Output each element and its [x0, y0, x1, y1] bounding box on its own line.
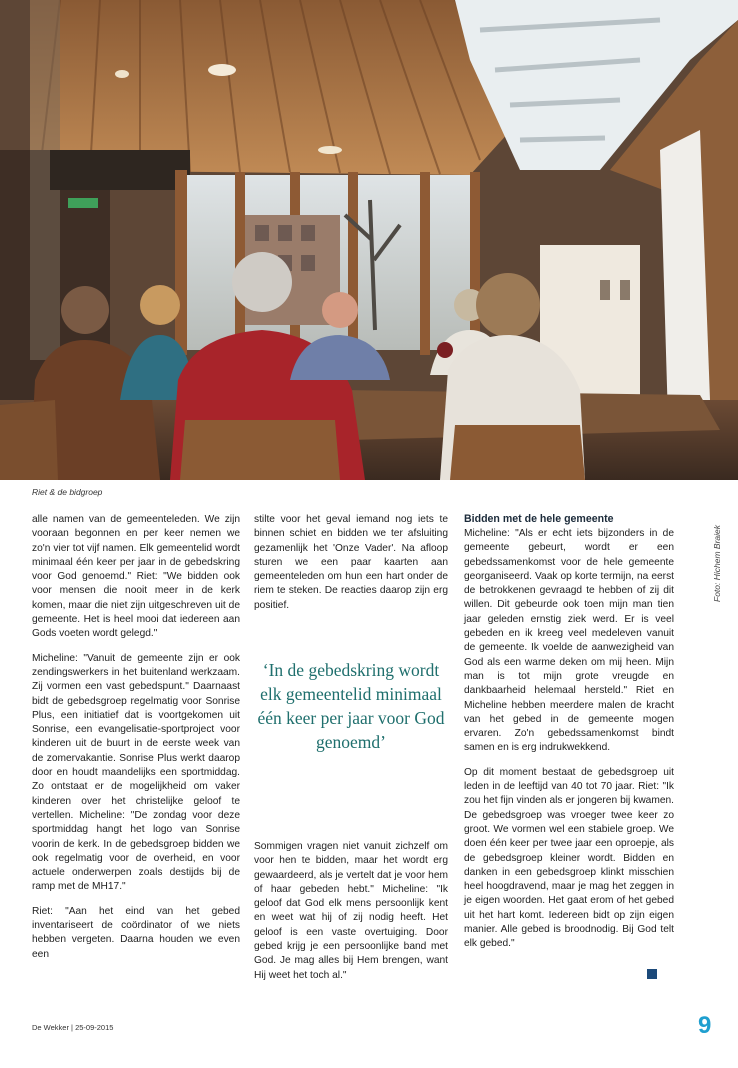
article-column-3 [464, 513, 674, 962]
article-column-1 [32, 513, 240, 972]
page-number: 9 [698, 1012, 712, 1039]
photo-credit-text: Foto: Hichem Braiek [712, 525, 722, 602]
paragraph: stilte voor het geval iemand nog iets te binnen schiet en bidden we ter afsluiting gezamenlijk het 'Onze Vader'. Na afloop sturen we een paar kaarten aan gemeenteleden om hun een hart onder de riem te steken. De reacties daarop zijn erg positief. [254, 514, 448, 611]
article-column-2-top [254, 513, 448, 623]
paragraph: Micheline: "Als er echt iets bijzonders in de gemeente gebeurt, wordt er een gebedssamenkomst voor de hele gemeente georganiseerd. Vaak op korte termijn, na eerst de betrokkenen gevraagd te hebben of zij dit willen. Dit gebeurde ook toen mijn man tien jaar geleden ernstig ziek werd. Er is veel gebeden en ik kreeg veel medeleven vanuit de gemeente. Ik voelde de aanwezigheid van God als een warme deken om mij heen. Mijn man is tot mijn grote vreugde en dankbaarheid helemaal hersteld." Riet en Micheline hebben meerdere malen de kracht van het gebed in de gemeente mogen ervaren. Zo'n gebedssamenkomst bindt samen en is erg indrukwekkend. [464, 528, 674, 754]
paragraph: alle namen van de gemeenteleden. We zijn vooraan begonnen en per keer nemen we zo'n vier tot vijf namen. Elk gemeentelid wordt minimaal één keer per jaar in de gebedskring voor God genoemd." Riet: "We bidden ook voor mensen die nooit meer in de kerk komen, maar die niet zijn uitgeschreven uit de gemeente. Het is heel mooi dat iedereen aan Gods voeten wordt gelegd." [32, 514, 240, 640]
footer-publication: De Wekker | 25-09-2015 [32, 1023, 114, 1032]
article-column-2-bottom [254, 840, 448, 993]
meeting-photo-icon [0, 0, 738, 480]
paragraph: Micheline: "Vanuit de gemeente zijn er ook zendingswerkers in het buitenland werkzaam. Zij vormen een vast gebedspunt." Daarnaast bidt de gebedsgroep regelmatig voor Sonrise Plus, een initiatief dat is voortgekomen uit Sonrise, een evangelisatie-sportproject voor kinderen uit de buurt in de eerste week van de zomervakantie. Sonrise Plus werkt daarop door en houdt maandelijks een sportmiddag. Zo ontstaat er de mogelijkheid om vaker kinderen over het christelijke geloof te vertellen. Micheline: "De zondag voor deze sportmiddag hangt het logo van Sonrise voorin de kerk. In de gebedsgroep bidden we ook regelmatig voor de overheid, en voor actuele onderwerpen zoals destijds bij de ramp met de MH17." [32, 652, 240, 893]
paragraph: Sommigen vragen niet vanuit zichzelf om voor hen te bidden, maar het wordt erg gewaardeerd, als je vertelt dat je voor hem of haar gebeden hebt." Micheline: "Ik geloof dat God elk mens persoonlijk kent en weet wat hij of zij nodig heeft. Het geloof is een vaste overtuiging. Door gebed krijg je een persoonlijke band met God. Je mag alles bij Hem brengen, want Hij weet het toch al." [254, 841, 448, 981]
paragraph: Op dit moment bestaat de gebedsgroep uit leden in de leeftijd van 40 tot 70 jaar. Riet: "Ik zou het fijn vinden als er jongeren bij kwamen. De gebedsgroep was vroeger twee keer zo groot. We vormen wel een stabiele groep. We doen één keer per twee jaar een oproepje, als de gebedsgroep kleiner wordt. Bidden en danken in een gebedsgroep klinkt misschien heel hoogdravend, maar je mag het zeggen in je eigen woorden. Het gaat erom of het gebed uit het hart komt. Iedereen bidt op zijn eigen manier. Alle gebed is broodnodig. Bij God telt elk gebed." [464, 766, 674, 950]
meeting-photo [0, 0, 738, 480]
photo-caption: Riet & de bidgroep [32, 487, 103, 497]
paragraph: Riet: "Aan het eind van het gebed inventariseert de coördinator of we niets hebben vergeten. Daarna houden we even een [32, 905, 240, 960]
pull-quote: ‘In de gebedskring wordt elk gemeentelid minimaal één keer per jaar voor God genoemd’ [257, 660, 445, 752]
section-heading: Bidden met de hele gemeente [464, 513, 614, 525]
photo-credit [712, 512, 726, 602]
end-of-article-mark [647, 969, 657, 979]
